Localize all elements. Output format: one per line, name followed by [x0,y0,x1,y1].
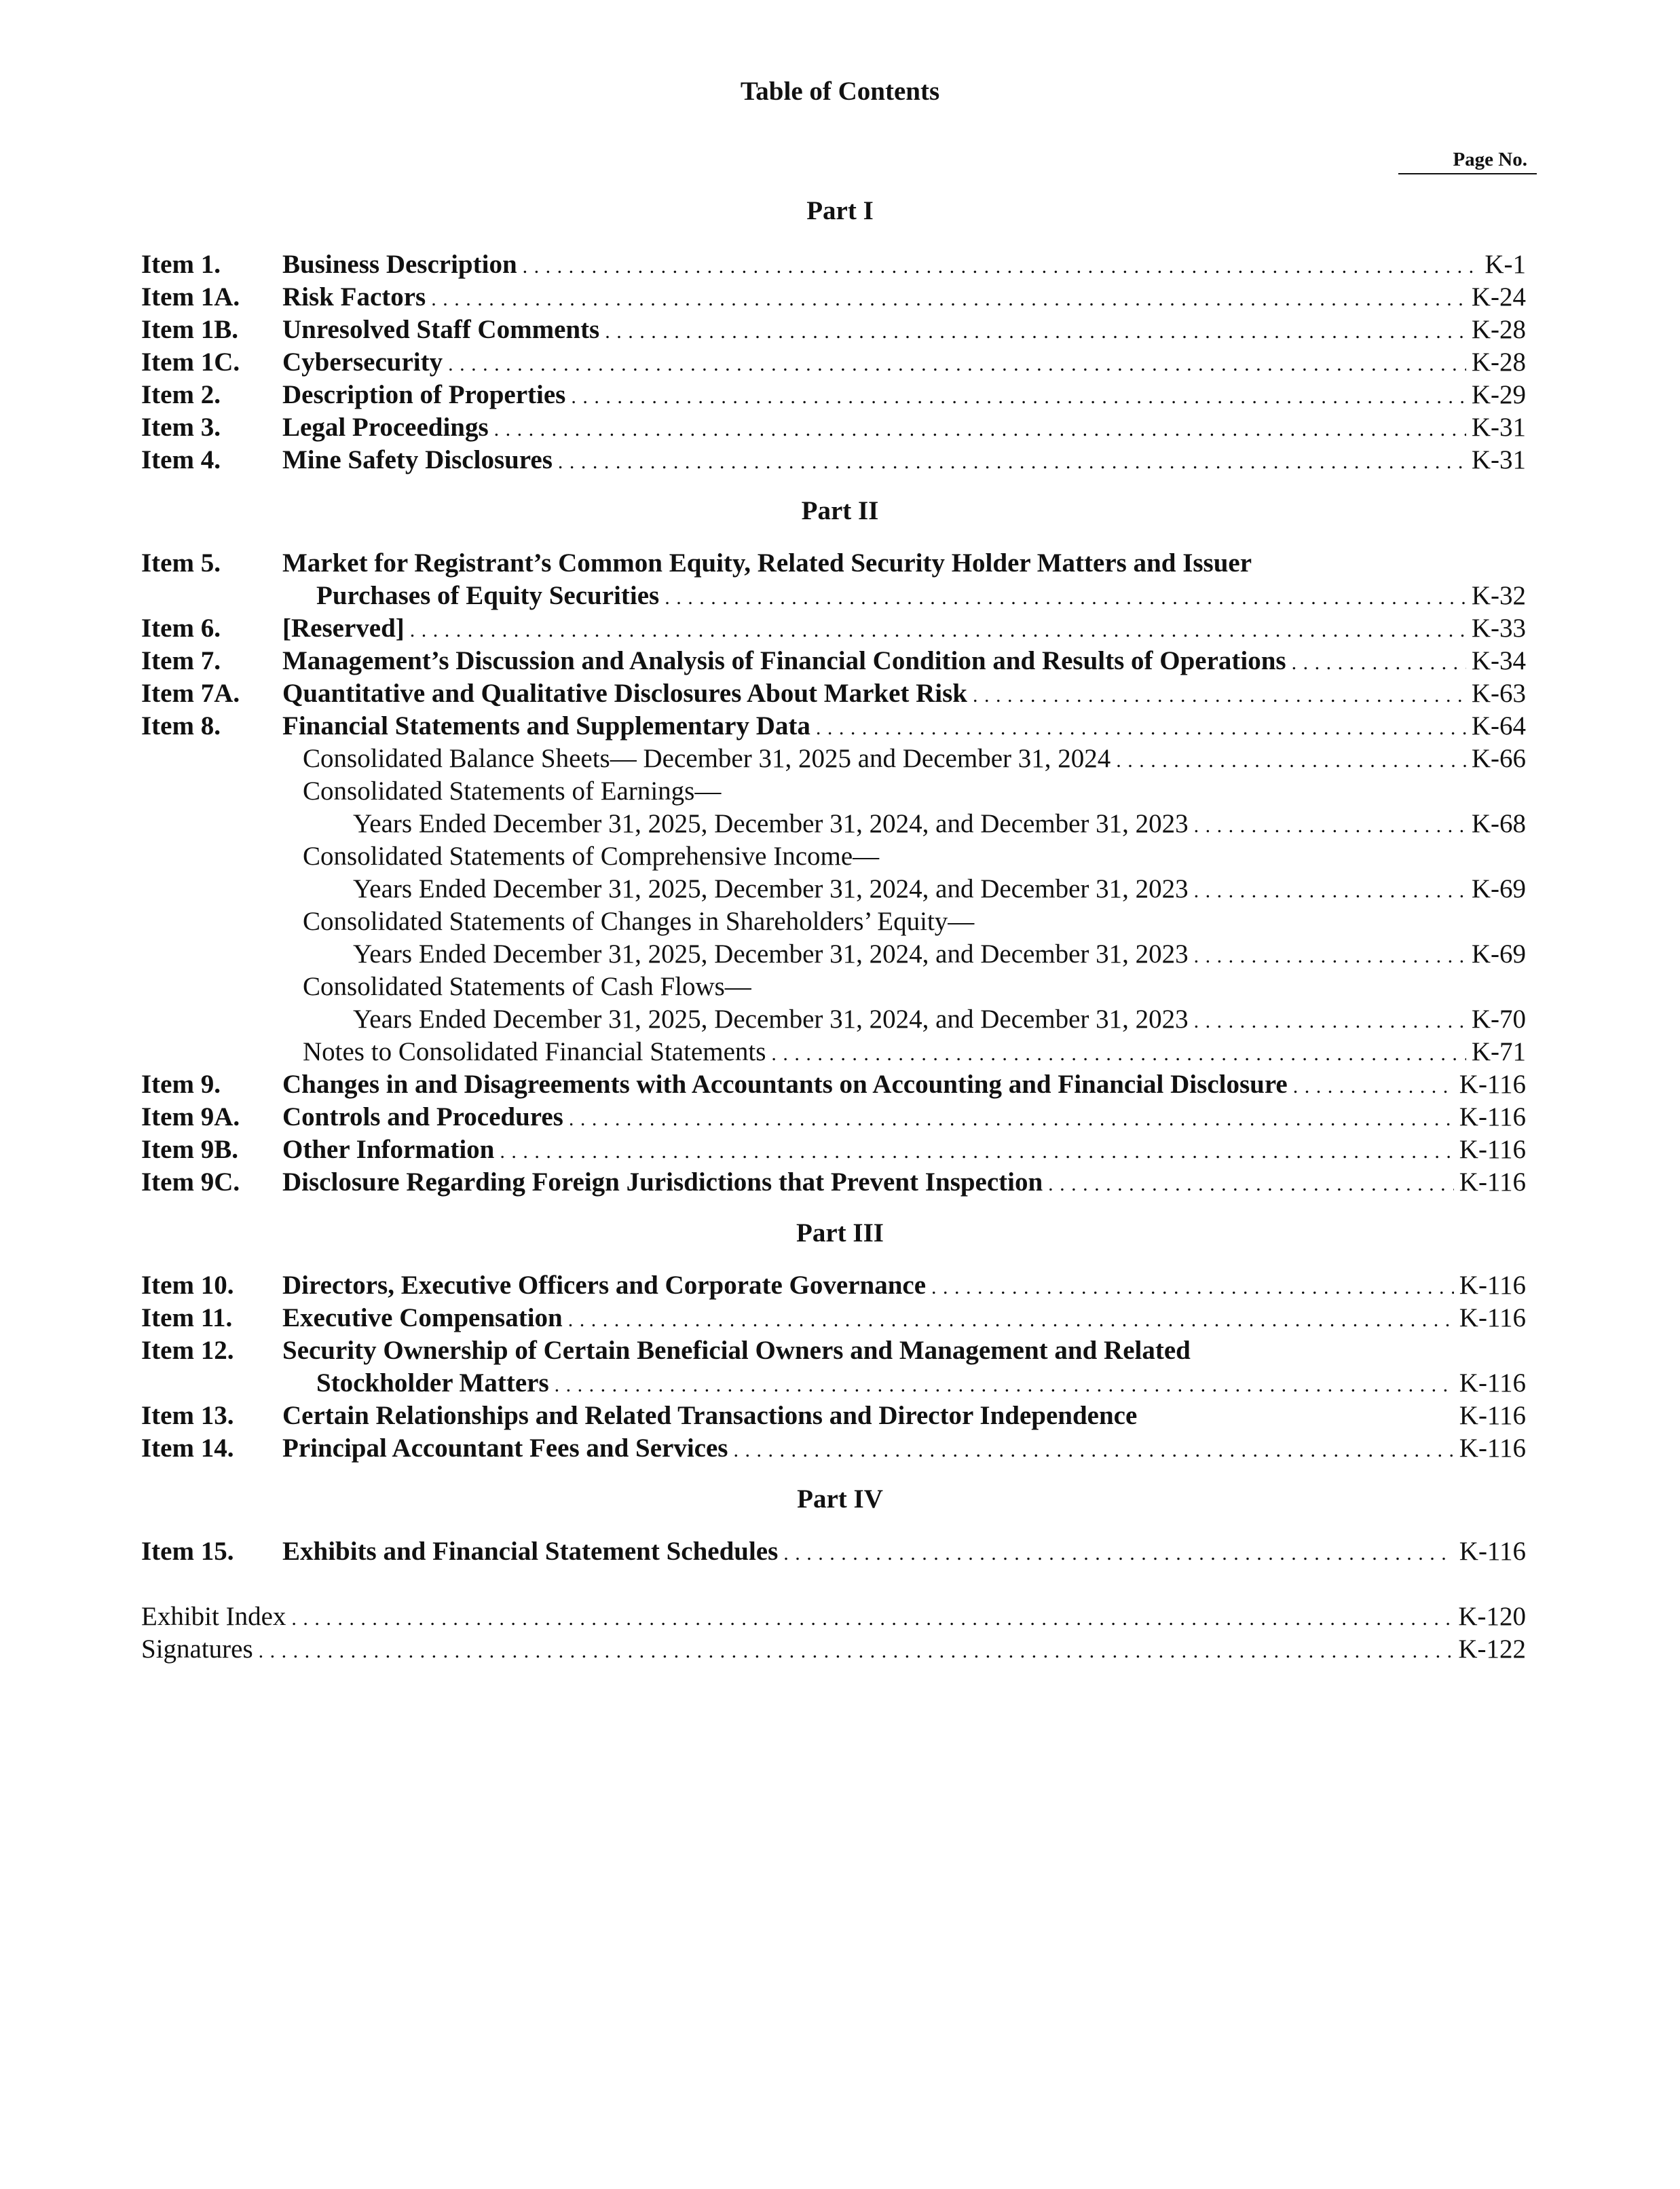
item-page: K-116 [1459,1271,1526,1300]
item-title-line2: Purchases of Equity Securities [316,581,660,610]
item-title: Certain Relationships and Related Transactions and Director Independence [282,1401,1138,1430]
toc-row-item-12[interactable] [141,1334,1526,1367]
item-page: K-116 [1459,1167,1526,1197]
item-number: Item 6. [141,614,221,643]
toc-row-notes[interactable] [141,1036,1526,1068]
item-title-line1: Security Ownership of Certain Beneficial Owners and Management and Related [282,1336,1191,1365]
item-page: K-34 [1471,646,1526,675]
fs-title: Years Ended December 31, 2025, December 31, 2024, and December 31, 2023 [353,1005,1189,1034]
item-number: Item 2. [141,380,221,409]
item-page: K-120 [1458,1602,1526,1631]
item-number: Item 10. [141,1271,234,1300]
item-number: Item 9. [141,1070,221,1099]
item-title: Principal Accountant Fees and Services [282,1434,728,1463]
exhibit-index-label: Exhibit Index [141,1602,286,1631]
item-number: Item 9B. [141,1135,238,1164]
item-number: Item 12. [141,1336,234,1365]
toc-row-item-1a[interactable] [141,281,1526,314]
toc-row-item-8[interactable] [141,710,1526,743]
toc-row-item-5[interactable] [141,547,1526,580]
item-page: K-116 [1459,1102,1526,1131]
item-title: Management’s Discussion and Analysis of Financial Condition and Results of Operations [282,646,1286,675]
item-title: Changes in and Disagreements with Accountants on Accounting and Financial Disclosure [282,1070,1288,1099]
item-number: Item 7A. [141,679,240,708]
toc-row-item-12-cont[interactable] [141,1367,1526,1400]
item-number: Item 9C. [141,1167,240,1197]
item-title: Risk Factors [282,282,426,312]
part-iv-heading: Part IV [797,1484,883,1514]
toc-row-item-15[interactable] [141,1535,1526,1568]
item-number: Item 1A. [141,282,240,312]
item-number: Item 14. [141,1434,234,1463]
item-number: Item 4. [141,445,221,474]
part-ii-heading: Part II [801,496,879,525]
part-iii-heading: Part III [796,1218,884,1248]
item-page: K-122 [1458,1634,1526,1664]
item-title: Cybersecurity [282,348,443,377]
item-page: K-31 [1471,413,1526,442]
toc-row-item-13[interactable] [141,1400,1526,1432]
item-page: K-64 [1471,711,1526,741]
fs-cash-flows-title: Consolidated Statements of Cash Flows— [303,972,751,1001]
toc-row-item-1b[interactable] [141,314,1526,346]
fs-earnings-title: Consolidated Statements of Earnings— [303,777,722,806]
item-title: Quantitative and Qualitative Disclosures About Market Risk [282,679,967,708]
toc-row-item-9a[interactable] [141,1101,1526,1134]
item-page: K-28 [1471,315,1526,344]
item-number: Item 11. [141,1303,233,1332]
toc-row-exhibit-index[interactable] [141,1601,1526,1633]
item-title: Unresolved Staff Comments [282,315,600,344]
item-title-line2: Stockholder Matters [316,1368,549,1398]
toc-row-balance-sheets[interactable] [141,743,1526,775]
page-no-header: Page No. [1398,149,1537,174]
item-title: Disclosure Regarding Foreign Jurisdictions that Prevent Inspection [282,1167,1043,1197]
item-page: K-116 [1459,1070,1526,1099]
item-title: Exhibits and Financial Statement Schedules [282,1537,779,1566]
item-page: K-32 [1471,581,1526,610]
item-number: Item 13. [141,1401,234,1430]
toc-row-item-11[interactable] [141,1302,1526,1334]
item-number: Item 7. [141,646,221,675]
fs-title: Consolidated Balance Sheets— December 31, 2025 and December 31, 2024 [303,744,1111,773]
item-title: Financial Statements and Supplementary Data [282,711,810,741]
item-page: K-69 [1471,939,1526,969]
signatures-label: Signatures [141,1634,253,1664]
item-page: K-70 [1471,1005,1526,1034]
item-title: Other Information [282,1135,495,1164]
fs-title: Years Ended December 31, 2025, December 31, 2024, and December 31, 2023 [353,939,1189,969]
item-number: Item 9A. [141,1102,240,1131]
item-number: Item 1. [141,250,221,279]
item-number: Item 3. [141,413,221,442]
page-title: Table of Contents [740,77,940,106]
toc-row-item-9b[interactable] [141,1134,1526,1166]
toc-row-item-3[interactable] [141,411,1526,444]
item-page: K-24 [1471,282,1526,312]
item-page: K-116 [1459,1135,1526,1164]
item-title: Description of Properties [282,380,566,409]
item-page: K-69 [1471,874,1526,903]
fs-title: Years Ended December 31, 2025, December 31, 2024, and December 31, 2023 [353,874,1189,903]
item-title-line1: Market for Registrant’s Common Equity, Related Security Holder Matters and Issuer [282,548,1252,578]
item-number: Item 1B. [141,315,238,344]
item-page: K-116 [1459,1434,1526,1463]
item-number: Item 1C. [141,348,240,377]
item-title: Executive Compensation [282,1303,563,1332]
item-number: Item 15. [141,1537,234,1566]
toc-row-item-9c[interactable] [141,1166,1526,1199]
item-page: K-71 [1471,1037,1526,1066]
fs-equity-title: Consolidated Statements of Changes in Shareholders’ Equity— [303,907,975,936]
item-page: K-63 [1471,679,1526,708]
item-page: K-116 [1459,1401,1526,1430]
toc-row-item-2[interactable] [141,379,1526,411]
fs-title: Years Ended December 31, 2025, December 31, 2024, and December 31, 2023 [353,809,1189,838]
toc-row-item-5-cont[interactable] [141,580,1526,612]
item-title: Legal Proceedings [282,413,489,442]
toc-row-item-1c[interactable] [141,346,1526,379]
item-title: Controls and Procedures [282,1102,563,1131]
item-page: K-116 [1459,1537,1526,1566]
toc-row-item-6[interactable] [141,612,1526,645]
item-title: Business Description [282,250,517,279]
item-page: K-116 [1459,1368,1526,1398]
toc-row-item-14[interactable] [141,1432,1526,1465]
item-page: K-33 [1471,614,1526,643]
toc-row-signatures[interactable] [141,1633,1526,1666]
toc-row-item-7a[interactable] [141,677,1526,710]
item-title: Mine Safety Disclosures [282,445,553,474]
toc-row-item-1[interactable] [141,248,1526,281]
toc-row-item-10[interactable] [141,1269,1526,1302]
fs-comprehensive-title: Consolidated Statements of Comprehensive Income— [303,842,880,871]
item-page: K-1 [1485,250,1526,279]
item-page: K-31 [1471,445,1526,474]
item-number: Item 5. [141,548,221,578]
toc-row-cash-flows[interactable] [141,1003,1526,1036]
toc-row-item-9[interactable] [141,1068,1526,1101]
item-page: K-68 [1471,809,1526,838]
item-page: K-66 [1471,744,1526,773]
fs-title: Notes to Consolidated Financial Statements [303,1037,766,1066]
toc-row-item-4[interactable] [141,444,1526,476]
item-page: K-29 [1471,380,1526,409]
part-i-heading: Part I [806,196,874,225]
toc-row-comprehensive[interactable] [141,873,1526,905]
item-page: K-116 [1459,1303,1526,1332]
item-page: K-28 [1471,348,1526,377]
item-number: Item 8. [141,711,221,741]
toc-row-item-7[interactable] [141,645,1526,677]
toc-row-equity[interactable] [141,938,1526,971]
item-title: [Reserved] [282,614,405,643]
toc-row-earnings[interactable] [141,808,1526,840]
item-title: Directors, Executive Officers and Corporate Governance [282,1271,927,1300]
